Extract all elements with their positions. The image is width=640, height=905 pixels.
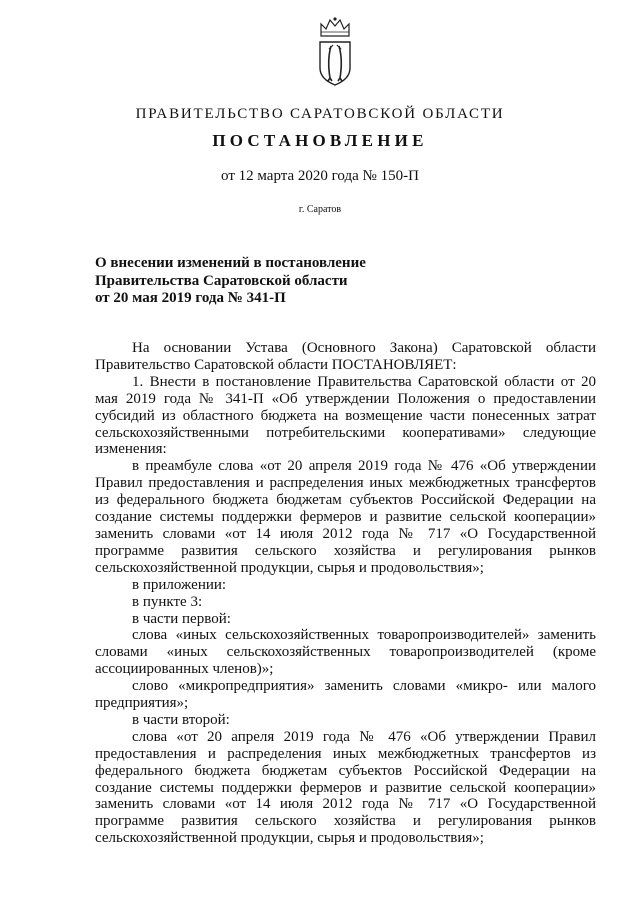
document-type: ПОСТАНОВЛЕНИЕ [212,131,428,150]
body-paragraph: в преамбуле слова «от 20 апреля 2019 года № 476 «Об утверждении Правил предоставления и распределения иных межбюджетных трансфертов из федерального бюджета бюджетам субъектов Российской Федерации на создание системы поддержки фермеров и развитие сельской кооперации» заменить словами «от 14 июля 2012 года № 717 «О Государственной программе развития сельского хозяйства и регулирования рынков сельскохозяйственной продукции, сырья и продовольствия»; [95,458,596,576]
document-body [95,340,596,847]
body-paragraph: слово «микропредприятия» заменить словами «микро- или малого предприятия»; [95,678,596,712]
body-paragraph: в части второй: [132,711,230,728]
saratov-coat-of-arms-icon [316,16,354,88]
body-paragraph: в пункте 3: [132,593,203,610]
document-date-number: от 12 марта 2020 года № 150-П [221,168,419,184]
body-paragraph: в части первой: [132,610,231,627]
subject-line: от 20 мая 2019 года № 341-П [95,290,286,306]
document-subject [95,255,425,308]
body-paragraph: На основании Устава (Основного Закона) Саратовской области Правительство Саратовской области ПОСТАНОВЛЯЕТ: [95,340,596,373]
document-city: г. Саратов [298,204,342,215]
body-paragraph: слова «от 20 апреля 2019 года № 476 «Об утверждении Правил предоставления и распределения иных межбюджетных трансфертов из федерального бюджета бюджетам субъектов Российской Федерации на создание системы поддержки фермеров и развитие сельской кооперации» заменить словами «от 14 июля 2012 года № 717 «О Государственной программе развития сельского хозяйства и регулирования рынков сельскохозяйственной продукции, сырья и продовольствия»; [95,728,596,847]
government-name: ПРАВИТЕЛЬСТВО САРАТОВСКОЙ ОБЛАСТИ [135,106,505,122]
subject-line: Правительства Саратовской области [95,272,348,289]
body-paragraph: в приложении: [132,576,227,593]
body-paragraph: слова «иных сельскохозяйственных товаропроизводителей» заменить словами «иных сельскохозяйственных товаропроизводителей (кроме ассоциированных членов)»; [95,627,596,678]
subject-line: О внесении изменений в постановление [95,255,366,271]
body-paragraph: 1. Внести в постановление Правительства Саратовской области от 20 мая 2019 года № 341-П «Об утверждении Положения о предоставлении субсидий из областного бюджета на возмещение части понесенных затрат сельскохозяйственными потребительскими кооперативами» следующие изменения: [95,373,596,458]
